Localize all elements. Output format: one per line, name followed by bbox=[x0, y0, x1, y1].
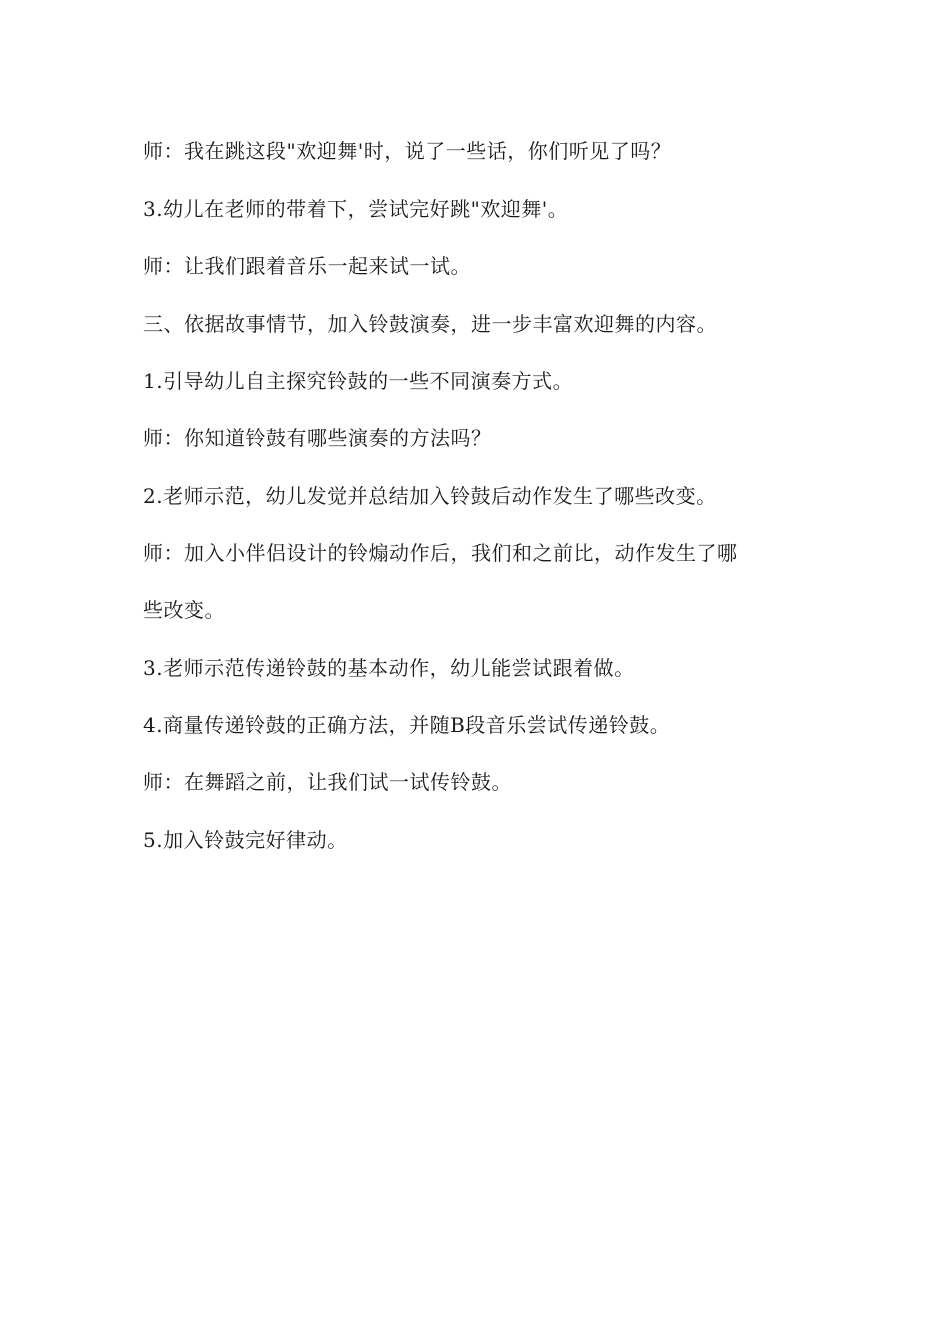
text-line: 1.引导幼儿自主探究铃鼓的一些不同演奏方式。 bbox=[143, 369, 574, 393]
text-line: 师：加入小伴侣设计的铃煽动作后，我们和之前比，动作发生了哪 bbox=[143, 541, 738, 565]
text-line: 师：让我们跟着音乐一起来试一试。 bbox=[143, 254, 471, 278]
text-line: 些改变。 bbox=[143, 598, 225, 622]
text-line: 5.加入铃鼓完好律动。 bbox=[143, 828, 348, 852]
text-line: 3.幼儿在老师的带着下，尝试完好跳"欢迎舞'。 bbox=[143, 197, 569, 221]
text-line: 师：我在跳这段"欢迎舞'时，说了一些话，你们听见了吗？ bbox=[143, 139, 672, 163]
text-line: 2.老师示范，幼儿发觉并总结加入铃鼓后动作发生了哪些改变。 bbox=[143, 484, 717, 508]
section-heading: 三、依据故事情节，加入铃鼓演奏，进一步丰富欢迎舞的内容。 bbox=[143, 312, 717, 336]
text-line: 4.商量传递铃鼓的正确方法，并随B段音乐尝试传递铃鼓。 bbox=[143, 713, 671, 737]
text-line: 3.老师示范传递铃鼓的基本动作，幼儿能尝试跟着做。 bbox=[143, 656, 635, 680]
text-line: 师：你知道铃鼓有哪些演奏的方法吗？ bbox=[143, 426, 492, 450]
text-line: 师：在舞蹈之前，让我们试一试传铃鼓。 bbox=[143, 770, 512, 794]
